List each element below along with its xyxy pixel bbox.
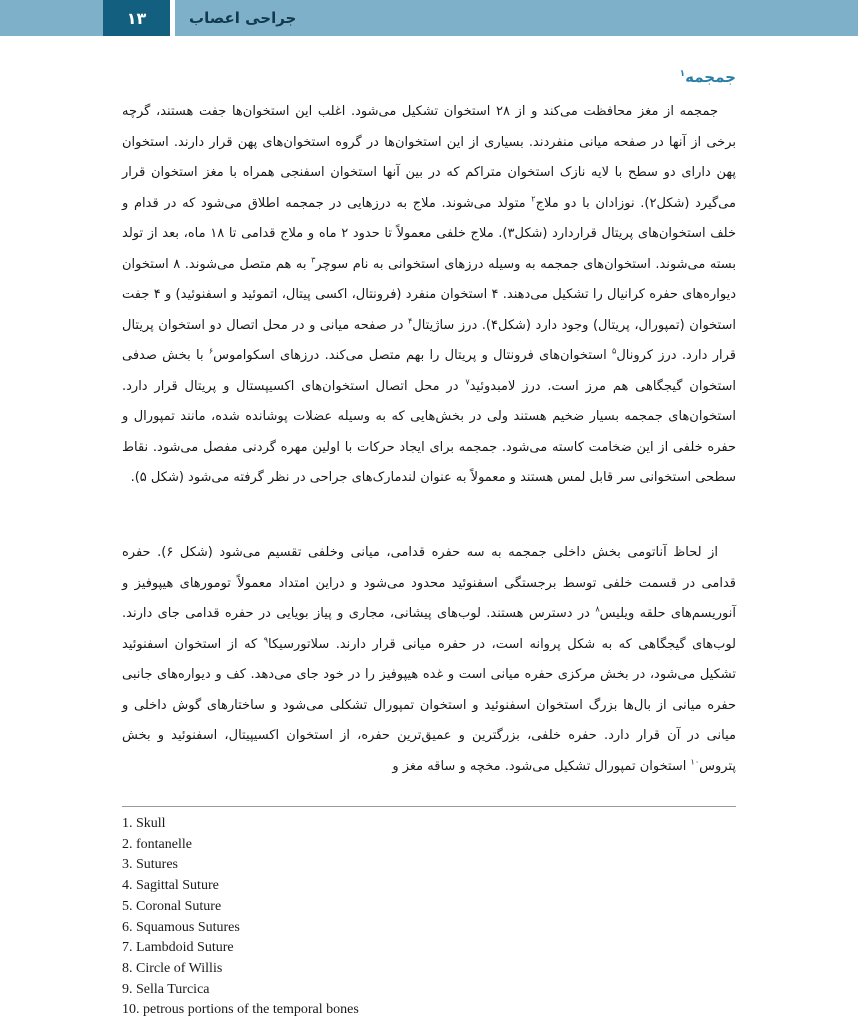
footnote-list <box>122 814 359 1021</box>
paragraph-text: که از استخوان اسفنوئید تشکیل می‌شود، در بخش مرکزی حفره میانی است و غده هیپوفیز را در خود جای می‌دهد. کف و دیواره‌های جانبی حفره میانی از بال‌ها بزرگ استخوان اسفنوئید و استخوان تمپورال تشکلی می‌شود و ساختارهای گوش داخلی و میانی در آن قرار دارد. حفره خلفی، بزرگترین و عمیق‌ترین حفره، از استخوان اکسیپیتال، اسفنوئید و بخش پتروس <box>122 636 736 774</box>
footnote-ref-1: ۱ <box>679 69 686 79</box>
paragraph-text: در صفحه میانی و در محل اتصال دو استخوان پریتال قرار دارد. درز کرونال <box>122 317 736 363</box>
paragraph-text: جمجمه از مغز محافظت می‌کند و از ۲۸ استخوان تشکیل می‌شود. اغلب این استخوان‌ها جفت هستند، گرچه برخی از آنها در صفحه میانی منفردند. بسیاری از این استخوان‌ها در گروه استخوان‌های پهن قرار دارند. استخوان پهن دارای دو سطح با لایه نازک استخوان متراکم که در بین آنها استخوان اسفنجی همراه با مغز استخوان قرار می‌گیرد (شکل۲). نوزادان با دو ملاج <box>122 104 736 211</box>
footnote-item: 7. Lambdoid Suture <box>122 940 234 956</box>
chapter-title: جراحی اعصاب <box>189 9 297 27</box>
paragraph-text: با بخش صدفی استخوان گیجگاهی هم مرز است. درز لامبدوئید <box>122 348 736 394</box>
footnote-ref-5: ۵ <box>612 346 617 356</box>
footnote-ref-10: ۱۰ <box>690 757 700 767</box>
section-heading-text: جمجمه <box>685 68 736 86</box>
footnote-item: 10. petrous portions of the temporal bones <box>122 1002 359 1018</box>
footnote-item: 4. Sagittal Suture <box>122 878 219 894</box>
section-heading <box>680 61 736 90</box>
footnote-item: 6. Squamous Sutures <box>122 919 240 935</box>
footnote-ref-8: ۸ <box>595 604 600 614</box>
footnote-ref-6: ۶ <box>208 346 214 356</box>
paragraph-text: در محل اتصال استخوان‌های اکسیپستال و پریتال قرار دارد. استخوان‌های جمجمه بسیار ضخیم هستند ولی در بخش‌هایی که به وسیله عضلات پوشانده شده، مانند تمپورال و حفره خلفی از این ضخامت کاسته می‌شود. جمجمه برای ایجاد حرکات با اولین مهره گردنی مفصل می‌شود. نقاط سطحی استخوانی سر قابل لمس هستند و معمولاً به عنوان لندمارک‌های جراحی در نظر گرفته می‌شود (شکل ۵). <box>122 378 736 485</box>
footnote-item: 9. Sella Turcica <box>122 981 210 997</box>
paragraph-text: در دسترس هستند. لوب‌های پیشانی، مجاری و پیاز بویایی در حفره قدامی جای دارند. لوب‌های گیجگاهی که به شکل پروانه است، در حفره میانی قرار دارند. سلاتورسیکا <box>122 606 737 652</box>
footnote-ref-9: ۹ <box>263 635 269 645</box>
footnote-separator <box>122 806 736 807</box>
footnote-ref-7: ۷ <box>465 377 470 387</box>
footnote-item: 8. Circle of Willis <box>122 960 223 976</box>
footnote-ref-4: ۴ <box>407 316 413 326</box>
footnote-item: 3. Sutures <box>122 857 178 873</box>
footnote-ref-2: ۲ <box>531 194 536 204</box>
paragraph-text: از لحاظ آناتومی بخش داخلی جمجمه به سه حفره قدامی، میانی وخلفی تقسیم می‌شود (شکل ۶). حفره قدامی در قسمت خلفی توسط برجستگی اسفنوئید محدود می‌شود و دراین امتداد معمولاً تومورهای هیپوفیز و آنوریسم‌های حلقه ویلیس <box>122 545 736 621</box>
paragraph-text: به هم متصل می‌شوند. ۸ استخوان دیواره‌های حفره کرانیال را تشکیل می‌دهند. ۴ استخوان منفرد (فرونتال، اکسی پیتال، اتموئید و اسفنوئید) و ۴ جفت استخوان (تمپورال، پریتال) وجود دارد (شکل۴). درز ساژیتال <box>122 256 736 333</box>
footnote-item: 1. Skull <box>122 816 166 831</box>
footnote-item: 5. Coronal Suture <box>122 898 222 914</box>
page-number: ۱۳ <box>103 0 170 36</box>
footnote-ref-3: ۳ <box>311 255 316 265</box>
body-paragraph-1 <box>122 97 736 494</box>
paragraph-text: استخوان‌های فرونتال و پریتال را بهم متصل می‌کند. درزهای اسکواموس <box>213 348 613 363</box>
paragraph-text: متولد می‌شوند. ملاج به درزهایی در جمجمه اطلاق می‌شود که در قدام و خلف استخوان‌های پریتال قراردارد (شکل۳). ملاج خلفی معمولاً تا حدود ۲ ماه و ملاج قدامی تا ۱۸ ماه، بعد از تولد بسته می‌شوند. استخوان‌های جمجمه به وسیله درزهای استخوانی به نام سوچر <box>122 195 737 272</box>
footnote-item: 2. fontanelle <box>122 836 192 852</box>
body-paragraph-2 <box>122 538 736 782</box>
paragraph-text: استخوان تمپورال تشکیل می‌شود. مخچه و ساقه مغز و <box>392 758 691 774</box>
